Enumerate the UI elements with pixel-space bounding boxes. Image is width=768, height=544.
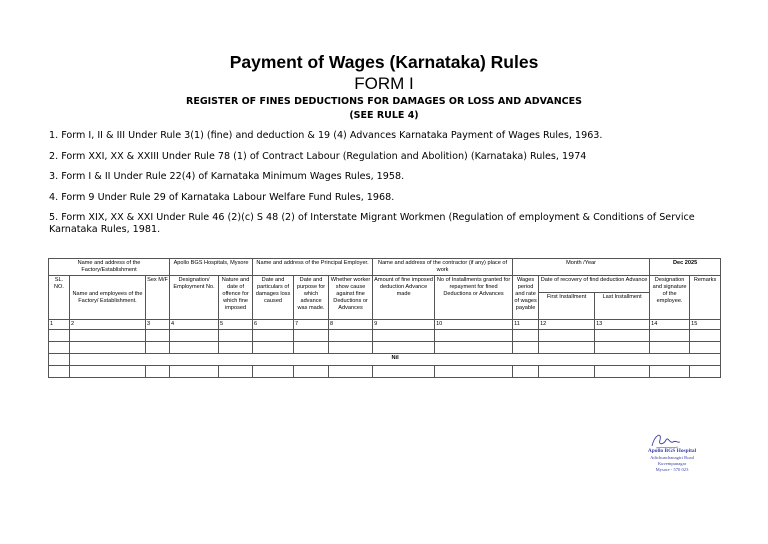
header-designation-signature: Designation and signature of the employee. (650, 276, 690, 320)
header-name: Name and employees of the Factory/ Establishment. (70, 276, 146, 320)
hospital-stamp (632, 428, 712, 480)
col-num: 10 (435, 320, 513, 330)
factory-label: Name and address of the Factory/Establishment (49, 259, 170, 276)
header-amount: Amount of fine imposed deduction Advance made (373, 276, 435, 320)
factory-value: Apollo BGS Hospitals, Mysore (170, 259, 253, 276)
col-num: 8 (329, 320, 373, 330)
header-date-particulars: Date and particulars of damages loss caused (253, 276, 294, 320)
stamp-line-4: Mysore - 570 023 (655, 467, 689, 472)
col-num: 5 (219, 320, 253, 330)
table-row (49, 342, 721, 354)
month-year-label: Month /Year (513, 259, 650, 276)
document-title: Payment of Wages (Karnataka) Rules (229, 52, 539, 72)
form-name: FORM I (354, 74, 414, 93)
month-year-value: Dec 2025 (650, 259, 721, 276)
contractor-label: Name and address of the contractor (if any) place of work (373, 259, 513, 276)
header-whether: Whether worker show cause against fine Deductions or Advances (329, 276, 373, 320)
rule-2: 2. Form XXI, XX & XXIII Under Rule 78 (1) of Contract Labour (Regulation and Abolition) (Karnataka) Rules, 1974 (49, 151, 587, 162)
nil-row (49, 354, 721, 366)
info-row (49, 259, 721, 276)
register-subtitle: REGISTER OF FINES DEDUCTIONS FOR DAMAGES OR LOSS AND ADVANCES (186, 96, 582, 107)
rule-1: 1. Form I, II & III Under Rule 3(1) (fine) and deduction & 19 (4) Advances Karnataka Payment of Wages Rules, 1963. (49, 130, 603, 141)
header-recovery: Date of recovery of find deduction Advance (539, 276, 650, 293)
header-remarks: Remarks (690, 276, 721, 320)
header-date-purpose: Date and purpose for which advance was made. (294, 276, 329, 320)
header-sex: Sex M/F (146, 276, 170, 320)
col-num: 15 (690, 320, 721, 330)
col-num: 12 (539, 320, 595, 330)
table-row (49, 330, 721, 342)
col-num: 3 (146, 320, 170, 330)
header-row (49, 276, 721, 293)
col-num: 11 (513, 320, 539, 330)
header-nature: Nature and date of offence for which fine imposed (219, 276, 253, 320)
col-num: 9 (373, 320, 435, 330)
header-first-installment: First Installment (539, 293, 595, 320)
col-num: 2 (70, 320, 146, 330)
header-designation: Designation/ Employment No. (170, 276, 219, 320)
rule-4: 4. Form 9 Under Rule 29 of Karnataka Labour Welfare Fund Rules, 1968. (49, 192, 395, 203)
rule-reference: (SEE RULE 4) (349, 110, 419, 121)
stamp-line-1: Apollo BGS Hospital (647, 448, 697, 454)
column-number-row (49, 320, 721, 330)
col-num: 13 (595, 320, 650, 330)
header-sl-no: SL. NO. (49, 276, 70, 320)
col-num: 7 (294, 320, 329, 330)
fines-register-table (48, 258, 721, 378)
nil-text: Nil (70, 354, 721, 366)
col-num: 14 (650, 320, 690, 330)
col-num: 1 (49, 320, 70, 330)
col-num: 4 (170, 320, 219, 330)
header-wages: Wages period and rate of wages payable (513, 276, 539, 320)
stamp-line-2: Adichunchanagiri Road (650, 455, 694, 460)
table-row (49, 366, 721, 378)
col-num: 6 (253, 320, 294, 330)
header-installments: No of Installments granted for repayment for fined Deductions or Advances (435, 276, 513, 320)
employer-label: Name and address of the Principal Employer. (253, 259, 373, 276)
rule-3: 3. Form I & II Under Rule 22(4) of Karnataka Minimum Wages Rules, 1958. (49, 171, 405, 182)
header-last-installment: Last Installment (595, 293, 650, 320)
stamp-line-3: Kuvempunagar (657, 461, 687, 466)
rule-5: 5. Form XIX, XX & XXI Under Rule 46 (2)(c) S 48 (2) of Interstate Migrant Workmen (Regulation of employment & Conditions of Service Karnataka Rules, 1981. (49, 212, 695, 235)
